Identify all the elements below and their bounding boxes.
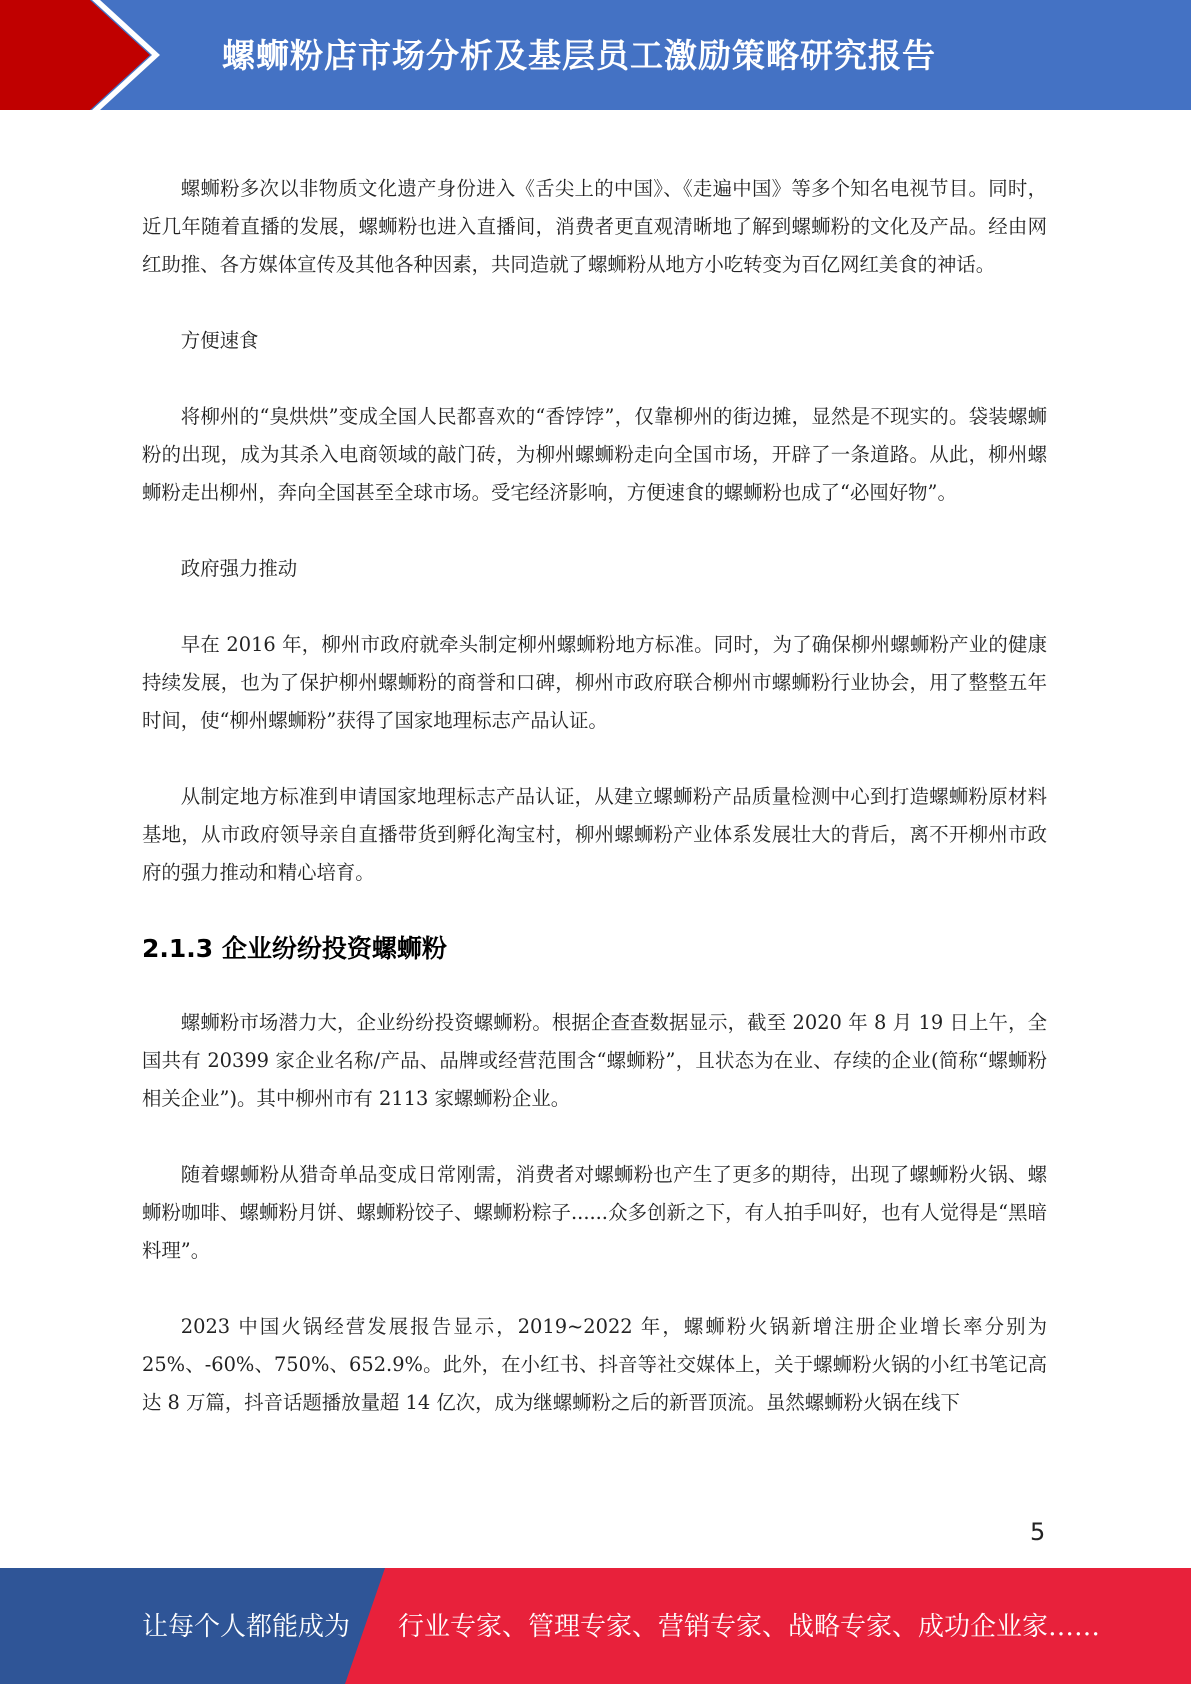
paragraph-government-standard: 早在 2016 年，柳州市政府就牵头制定柳州螺蛳粉地方标准。同时，为了确保柳州螺蛳粉产业的健康持续发展，也为了保护柳州螺蛳粉的商誉和口碑，柳州市政府联合柳州市螺蛳粉行业协会，用了整整五年时间，使“柳州螺蛳粉”获得了国家地理标志产品认证。 (142, 633, 1047, 732)
paragraph-tv-live: 螺蛳粉多次以非物质文化遗产身份进入《舌尖上的中国》、《走遍中国》等多个知名电视节目。同时，近几年随着直播的发展，螺蛳粉也进入直播间，消费者更直观清晰地了解到螺蛳粉的文化及产品。经由网红助推、各方媒体宣传及其他各种因素，共同造就了螺蛳粉从地方小吃转变为百亿网红美食的神话。 (142, 177, 1047, 276)
paragraph-instant-food: 将柳州的“臭烘烘”变成全国人民都喜欢的“香饽饽”，仅靠柳州的街边摊，显然是不现实的。袋装螺蛳粉的出现，成为其杀入电商领域的敲门砖，为柳州螺蛳粉走向全国市场，开辟了一条道路。从此，柳州螺蛳粉走出柳州，奔向全国甚至全球市场。受宅经济影响，方便速食的螺蛳粉也成了“必囤好物”。 (142, 405, 1047, 504)
page-content (142, 170, 1047, 1422)
subheading-government: 政府强力推动 (180, 557, 298, 580)
report-title: 螺蛳粉店市场分析及基层员工激励策略研究报告 (222, 36, 936, 75)
paragraph-hotpot-report: 2023 中国火锅经营发展报告显示，2019~2022 年，螺蛳粉火锅新增注册企业增长率分别为 25%、-60%、750%、652.9%。此外，在小红书、抖音等社交媒体上，关于螺蛳粉火锅的小红书笔记高达 8 万篇，抖音话题播放量超 14 亿次，成为继螺蛳粉之后的新晋顶流。虽然螺蛳粉火锅在线下 (142, 1315, 1047, 1414)
subheading-instant-food: 方便速食 (180, 329, 259, 352)
footer-slogan-left: 让每个人都能成为 (142, 1612, 351, 1642)
paragraph-government-support: 从制定地方标准到申请国家地理标志产品认证，从建立螺蛳粉产品质量检测中心到打造螺蛳粉原材料基地，从市政府领导亲自直播带货到孵化淘宝村，柳州螺蛳粉产业体系发展壮大的背后，离不开柳州市政府的强力推动和精心培育。 (142, 785, 1047, 884)
paragraph-enterprise-count: 螺蛳粉市场潜力大，企业纷纷投资螺蛳粉。根据企查查数据显示，截至 2020 年 8 月 19 日上午，全国共有 20399 家企业名称/产品、品牌或经营范围含“螺蛳粉”，且状态为在业、存续的企业(简称“螺蛳粉相关企业”)。其中柳州市有 2113 家螺蛳粉企业。 (142, 1011, 1047, 1110)
page-number: 5 (1030, 1518, 1046, 1546)
page-header (0, 0, 1191, 110)
footer-slogan-right: 行业专家、管理专家、营销专家、战略专家、成功企业家…… (398, 1612, 1101, 1642)
page-footer (0, 1568, 1191, 1684)
paragraph-innovation: 随着螺蛳粉从猎奇单品变成日常刚需，消费者对螺蛳粉也产生了更多的期待，出现了螺蛳粉火锅、螺蛳粉咖啡、螺蛳粉月饼、螺蛳粉饺子、螺蛳粉粽子......众多创新之下，有人拍手叫好，也有人觉得是“黑暗料理”。 (142, 1163, 1047, 1262)
section-heading-2-1-3: 2.1.3 企业纷纷投资螺蛳粉 (142, 934, 447, 963)
header-red-chevron-shape (0, 0, 160, 110)
